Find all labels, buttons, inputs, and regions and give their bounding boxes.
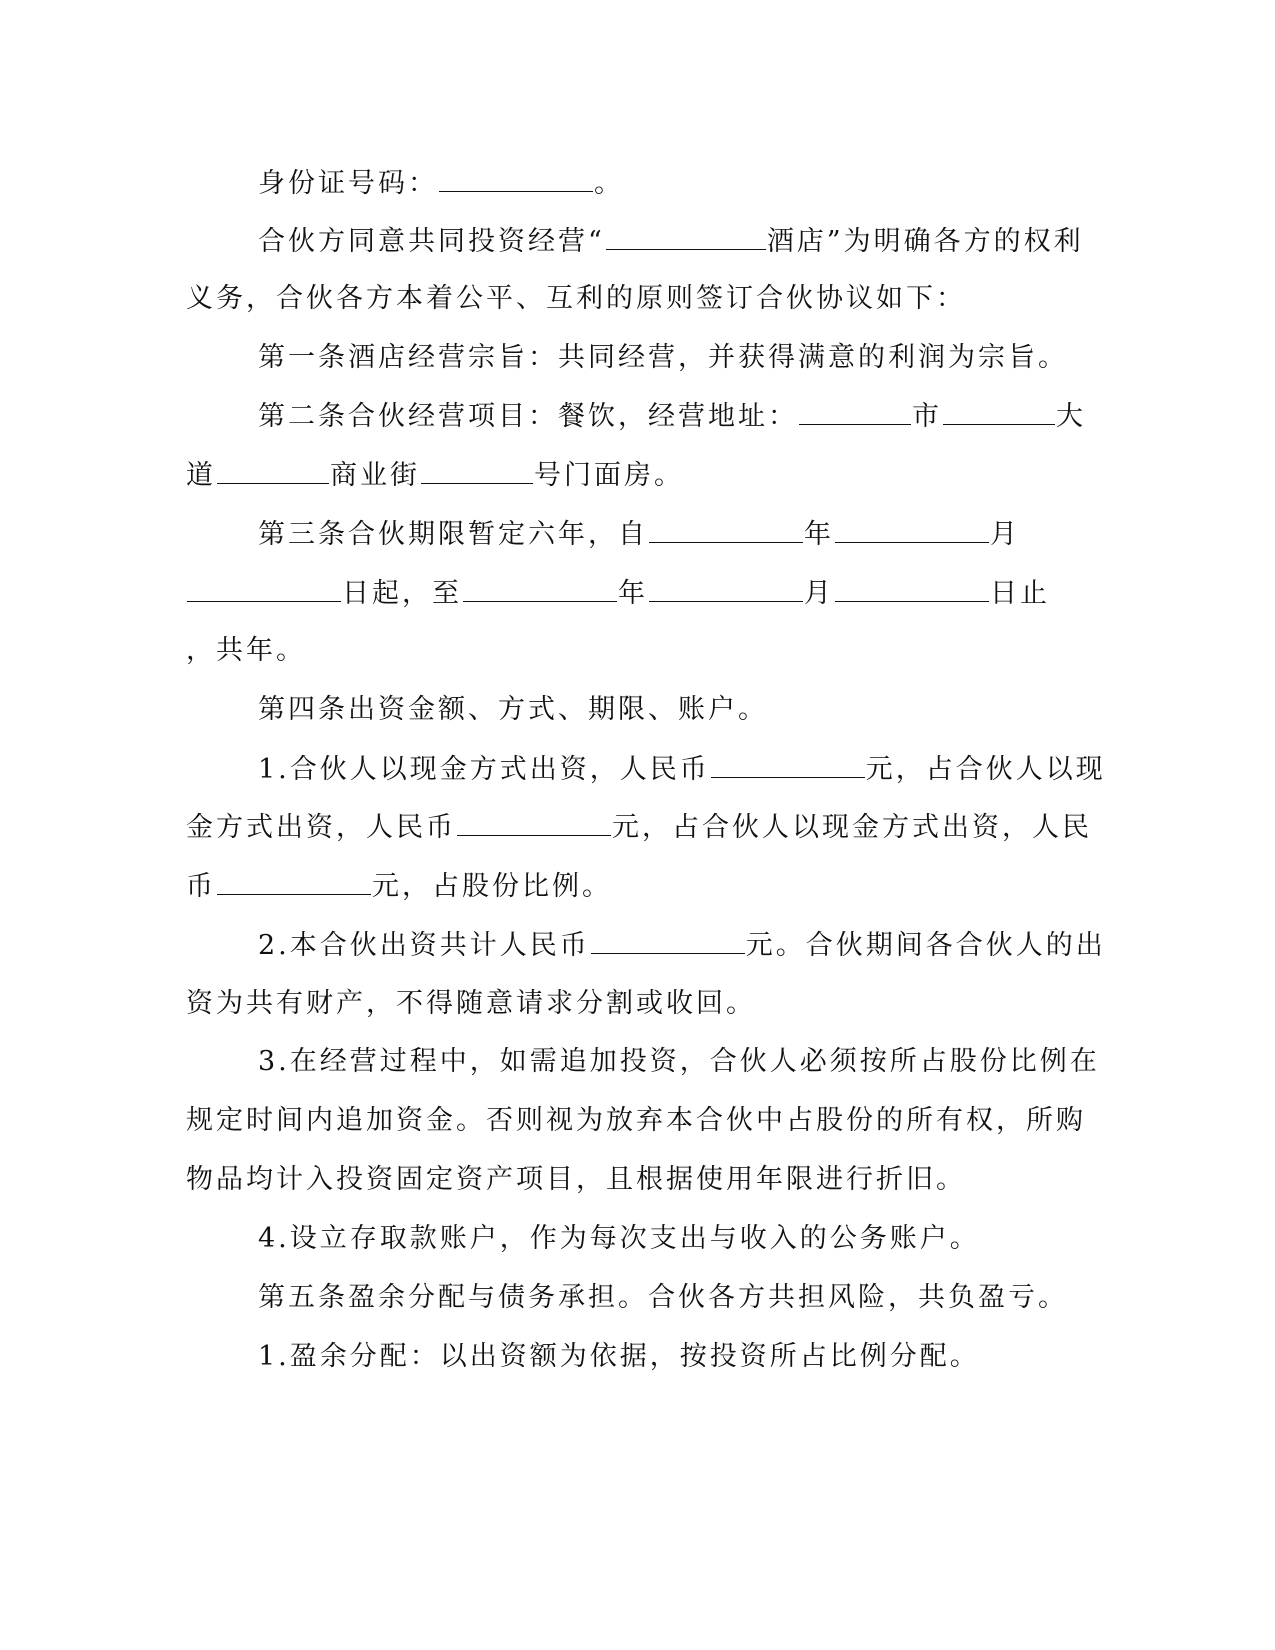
total-amount-blank	[591, 927, 745, 954]
article-4-item-1-f: 元，占股份比例。	[372, 871, 612, 902]
article-4-item-1-c: 金方式出资，人民币	[186, 812, 456, 843]
start-day-blank	[187, 575, 341, 602]
article-3-line-3	[186, 633, 306, 669]
article-4-text: 第四条出资金额、方式、期限、账户。	[258, 694, 768, 725]
article-5-item-1-line	[258, 1339, 980, 1375]
article-4-item-2-b: 元。合伙期间各合伙人的出	[745, 930, 1106, 961]
id-number-line	[258, 165, 624, 202]
article-3-from-day: 日起，至	[342, 578, 462, 609]
article-3-end-year: 年	[618, 578, 648, 609]
article-1-line	[258, 340, 1068, 376]
article-2-line-2	[186, 457, 684, 494]
article-4-item-1-a: 1.合伙人以现金方式出资，人民币	[258, 754, 710, 785]
article-3-line-1	[258, 516, 1020, 553]
amount-blank-2	[457, 809, 611, 836]
article-4-item-3-a: 3.在经营过程中，如需追加投资，合伙人必须按所占股份比例在	[258, 1046, 1100, 1077]
street-blank	[421, 457, 533, 484]
article-4-item-3-b: 规定时间内追加资金。否则视为放弃本合伙中占股份的所有权，所购	[186, 1105, 1086, 1136]
article-3-total: ，共年。	[186, 635, 306, 666]
id-number-blank	[439, 165, 593, 192]
article-1-text: 第一条酒店经营宗旨：共同经营，并获得满意的利润为宗旨。	[258, 342, 1068, 373]
article-4-item-1-line-1	[258, 751, 1106, 788]
agreement-intro-text-a: 合伙方同意共同投资经营“	[258, 226, 605, 257]
article-4-item-1-b: 元，占合伙人以现	[865, 754, 1106, 785]
article-2-street: 商业街	[330, 460, 420, 491]
article-5-text: 第五条盈余分配与债务承担。合伙各方共担风险，共负盈亏。	[258, 1282, 1068, 1313]
article-3-line-2	[186, 575, 1050, 612]
article-4-heading	[258, 692, 768, 728]
article-2-city: 市	[912, 401, 942, 432]
article-4-item-3-c: 物品均计入投资固定资产项目，且根据使用年限进行折旧。	[186, 1164, 966, 1195]
article-2-avenue: 大	[1056, 401, 1086, 432]
article-3-month: 月	[990, 519, 1020, 550]
id-number-label: 身份证号码：	[258, 168, 438, 199]
article-3-text-a: 第三条合伙期限暂定六年，自	[258, 519, 648, 550]
article-4-item-4-line	[258, 1221, 980, 1257]
start-month-blank	[835, 516, 989, 543]
id-number-end: 。	[594, 168, 624, 199]
article-4-item-3-line-1	[258, 1044, 1100, 1080]
end-year-blank	[463, 575, 617, 602]
article-2-number: 号门面房。	[534, 460, 684, 491]
article-4-item-1-line-2	[186, 809, 1092, 846]
article-4-item-2-c: 资为共有财产，不得随意请求分割或收回。	[186, 988, 756, 1019]
article-4-item-1-e: 币	[186, 871, 216, 902]
article-4-item-2-line-2	[186, 986, 756, 1022]
agreement-intro-text-b: 酒店”为明确各方的权利	[766, 226, 1084, 257]
article-4-item-1-line-3	[186, 868, 612, 905]
end-day-blank	[835, 575, 989, 602]
hotel-name-blank	[606, 223, 766, 250]
start-year-blank	[649, 516, 803, 543]
amount-blank-3	[217, 868, 371, 895]
article-4-item-3-line-2	[186, 1103, 1086, 1139]
article-4-item-2-a: 2.本合伙出资共计人民币	[258, 930, 590, 961]
end-month-blank	[649, 575, 803, 602]
agreement-intro-line-1	[258, 223, 1084, 260]
article-4-item-1-d: 元，占合伙人以现金方式出资，人民	[612, 812, 1092, 843]
agreement-intro-line-2	[186, 281, 966, 317]
article-5-item-1-text: 1.盈余分配：以出资额为依据，按投资所占比例分配。	[258, 1341, 980, 1372]
city-blank	[799, 398, 911, 425]
article-3-year: 年	[804, 519, 834, 550]
article-5-heading	[258, 1280, 1068, 1316]
article-4-item-2-line-1	[258, 927, 1106, 964]
agreement-intro-text-c: 义务，合伙各方本着公平、互利的原则签订合伙协议如下：	[186, 283, 966, 314]
article-3-end-day: 日止	[990, 578, 1050, 609]
avenue-blank	[943, 398, 1055, 425]
article-2-line-1	[258, 398, 1086, 435]
article-2-road: 道	[186, 460, 216, 491]
article-2-text-a: 第二条合伙经营项目：餐饮，经营地址：	[258, 401, 798, 432]
article-4-item-3-line-3	[186, 1162, 966, 1198]
article-3-end-month: 月	[804, 578, 834, 609]
road-blank	[217, 457, 329, 484]
article-4-item-4-text: 4.设立存取款账户，作为每次支出与收入的公务账户。	[258, 1223, 980, 1254]
amount-blank-1	[711, 751, 865, 778]
